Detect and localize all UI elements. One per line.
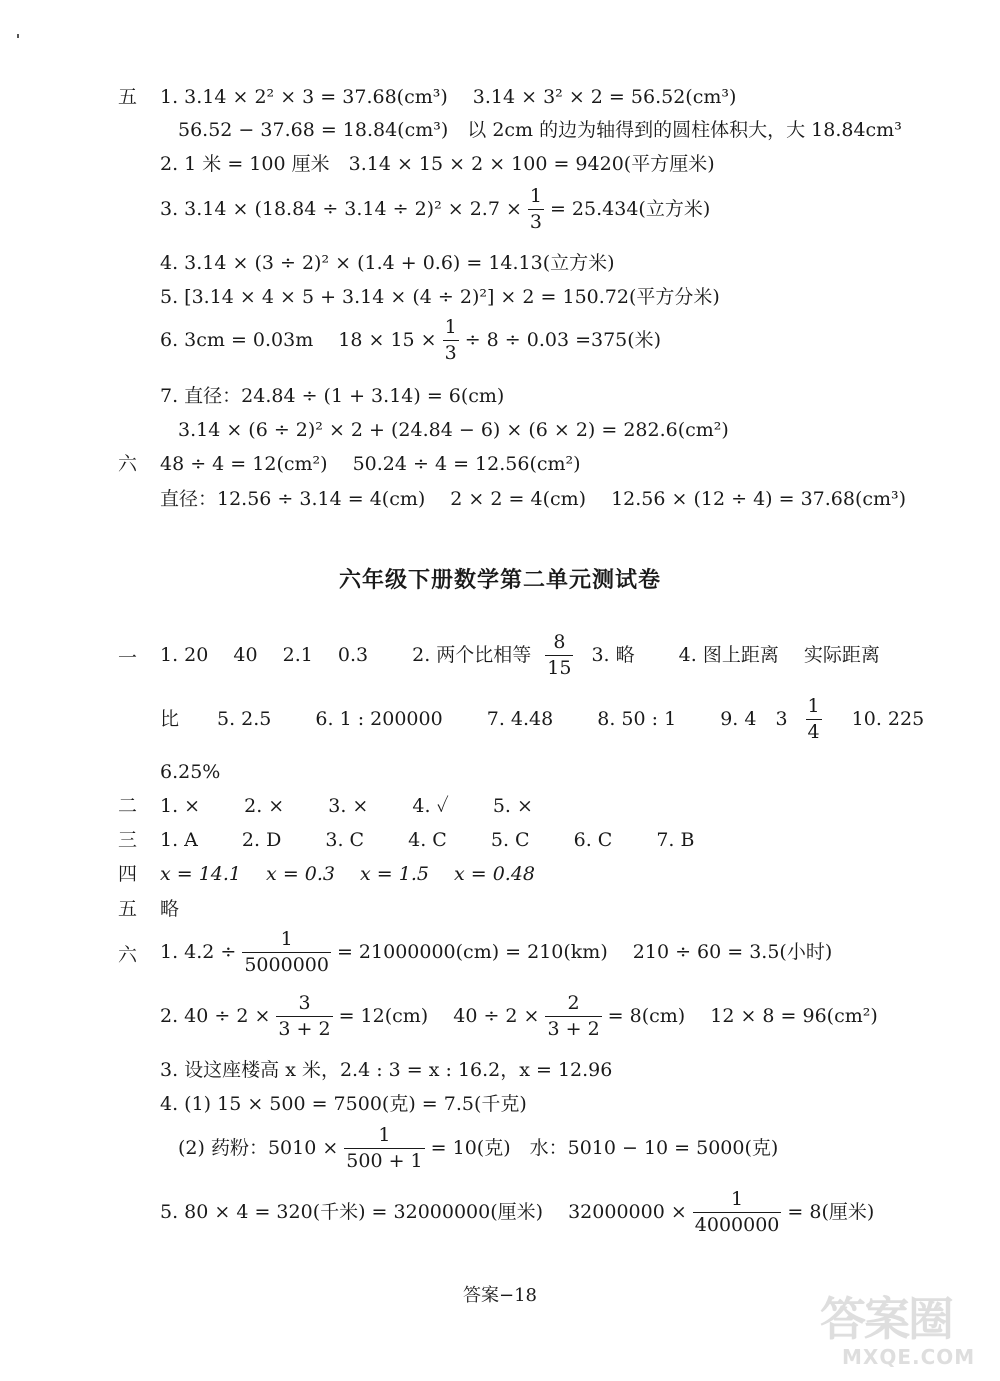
section-label-wu-2: 五 <box>118 898 138 920</box>
section-label-liu-2: 六 <box>118 944 138 966</box>
answer-line-6b: 直径：12.56 ÷ 3.14 = 4(cm) 2 × 2 = 4(cm) 12.56 × (12 ÷ 4) = 37.68(cm³) <box>160 488 907 510</box>
answer-line-u2-6-2: 2. 40 ÷ 2 × $\frac{3}{3 + 2}$ = 12(cm) 40 ÷ 2 × $\frac{2}{3 + 2}$ = 8(cm) 12 × 8 = 96(cm²) <box>160 992 878 1040</box>
watermark-logo <box>820 1283 980 1373</box>
answer-line-u2-6-4a: 4. (1) 15 × 500 = 7500(克) = 7.5(千克) <box>160 1093 527 1115</box>
answer-line-u2-1a: 1. 20 40 2.1 0.3 2. 两个比相等 $\frac{8}{15}$ 3. 略 4. 图上距离 实际距离 <box>160 631 880 679</box>
expr-5-3a: 3. 3.14 × (18.84 ÷ 3.14 ÷ 2)² × 2.7 × <box>160 197 522 220</box>
fraction-1-5000000: $\frac{1}{5000000}$ <box>244 928 329 976</box>
section-label-yi: 一 <box>118 647 138 669</box>
answer-line-u2-6-3: 3. 设这座楼高 x 米，2.4 : 3 = x : 16.2，x = 12.96 <box>160 1059 613 1081</box>
answer-line-5-7a: 7. 直径：24.84 ÷ (1 + 3.14) = 6(cm) <box>160 385 505 407</box>
fraction-1-over-500plus1: $\frac{1}{500 + 1}$ <box>346 1124 423 1172</box>
answer-line-5-7b: 3.14 × (6 ÷ 2)² × 2 + (24.84 − 6) × (6 × 2) = 282.6(cm²) <box>178 419 729 441</box>
answer-line-u2-6-5: 5. 80 × 4 = 320(千米) = 32000000(厘米) 32000000 × $\frac{1}{4000000}$ = 8(厘米) <box>160 1188 875 1236</box>
fraction-one-third-2: $\frac{1}{3}$ <box>444 316 457 364</box>
answer-line-u2-1b: 比 5. 2.5 6. 1 : 200000 7. 4.48 8. 50 : 1 9. 4 3 $\frac{1}{4}$ 10. 225 <box>160 695 925 743</box>
section-label-san: 三 <box>118 829 138 851</box>
answer-line-5-5: 5. [3.14 × 4 × 5 + 3.14 × (4 ÷ 2)²] × 2 = 150.72(平方分米) <box>160 286 720 308</box>
fraction-3-over-3plus2: $\frac{3}{3 + 2}$ <box>278 992 331 1040</box>
expr-5-3b: = 25.434(立方米) <box>549 197 711 220</box>
page-title: 六年级下册数学第二单元测试卷 <box>338 568 661 593</box>
fraction-1-4000000: $\frac{1}{4000000}$ <box>694 1188 780 1236</box>
fraction-one-third: $\frac{1}{3}$ <box>529 185 542 233</box>
answer-line-u2-4: x = 14.1 x = 0.3 x = 1.5 x = 0.48 <box>160 863 536 885</box>
fraction-1-4: $\frac{1}{4}$ <box>807 695 820 743</box>
answer-line-6a: 48 ÷ 4 = 12(cm²) 50.24 ÷ 4 = 12.56(cm²) <box>160 453 581 475</box>
expr-5-6a: 6. 3cm = 0.03m 18 × 15 × <box>160 328 437 351</box>
answer-line-5-6 <box>160 318 661 364</box>
answer-line-u2-6-4b: (2) 药粉：5010 × $\frac{1}{500 + 1}$ = 10(克) 水：5010 − 10 = 5000(克) <box>178 1124 779 1172</box>
answer-line-u2-5: 略 <box>160 898 180 920</box>
expr-5-6b: ÷ 8 ÷ 0.03 =375(米) <box>464 328 662 351</box>
section-label-wu: 五 <box>118 86 138 108</box>
answer-line-5-4: 4. 3.14 × (3 ÷ 2)² × (1.4 + 0.6) = 14.13(立方米) <box>160 252 615 274</box>
watermark-text: 答案圈 <box>820 1292 952 1346</box>
fraction-8-15: $\frac{8}{15}$ <box>547 631 572 679</box>
answer-line-5-1b: 56.52 − 37.68 = 18.84(cm³) 以 2cm 的边为轴得到的圆柱体积大，大 18.84cm³ <box>178 119 902 141</box>
page-footer: 答案−18 <box>463 1285 537 1306</box>
answer-line-5-1a: 1. 3.14 × 2² × 3 = 37.68(cm³) 3.14 × 3² × 2 = 56.52(cm³) <box>160 86 737 108</box>
fraction-2-over-3plus2: $\frac{2}{3 + 2}$ <box>547 992 600 1040</box>
scan-mark <box>17 34 19 38</box>
answer-line-5-3 <box>160 187 710 233</box>
answer-line-u2-1c: 6.25% <box>160 761 221 783</box>
answer-line-u2-3: 1. A 2. D 3. C 4. C 5. C 6. C 7. B <box>160 829 695 851</box>
section-label-er: 二 <box>118 795 138 817</box>
section-label-si: 四 <box>118 863 138 885</box>
watermark-url: MXQE.COM <box>842 1345 976 1369</box>
answer-line-u2-6-1: 1. 4.2 ÷ $\frac{1}{5000000}$ = 21000000(cm) = 210(km) 210 ÷ 60 = 3.5(小时) <box>160 928 833 976</box>
section-label-liu-top: 六 <box>118 453 138 475</box>
answer-line-5-2: 2. 1 米 = 100 厘米 3.14 × 15 × 2 × 100 = 9420(平方厘米) <box>160 153 715 175</box>
answer-line-u2-2: 1. × 2. × 3. × 4. ✓ 5. × <box>160 795 533 817</box>
